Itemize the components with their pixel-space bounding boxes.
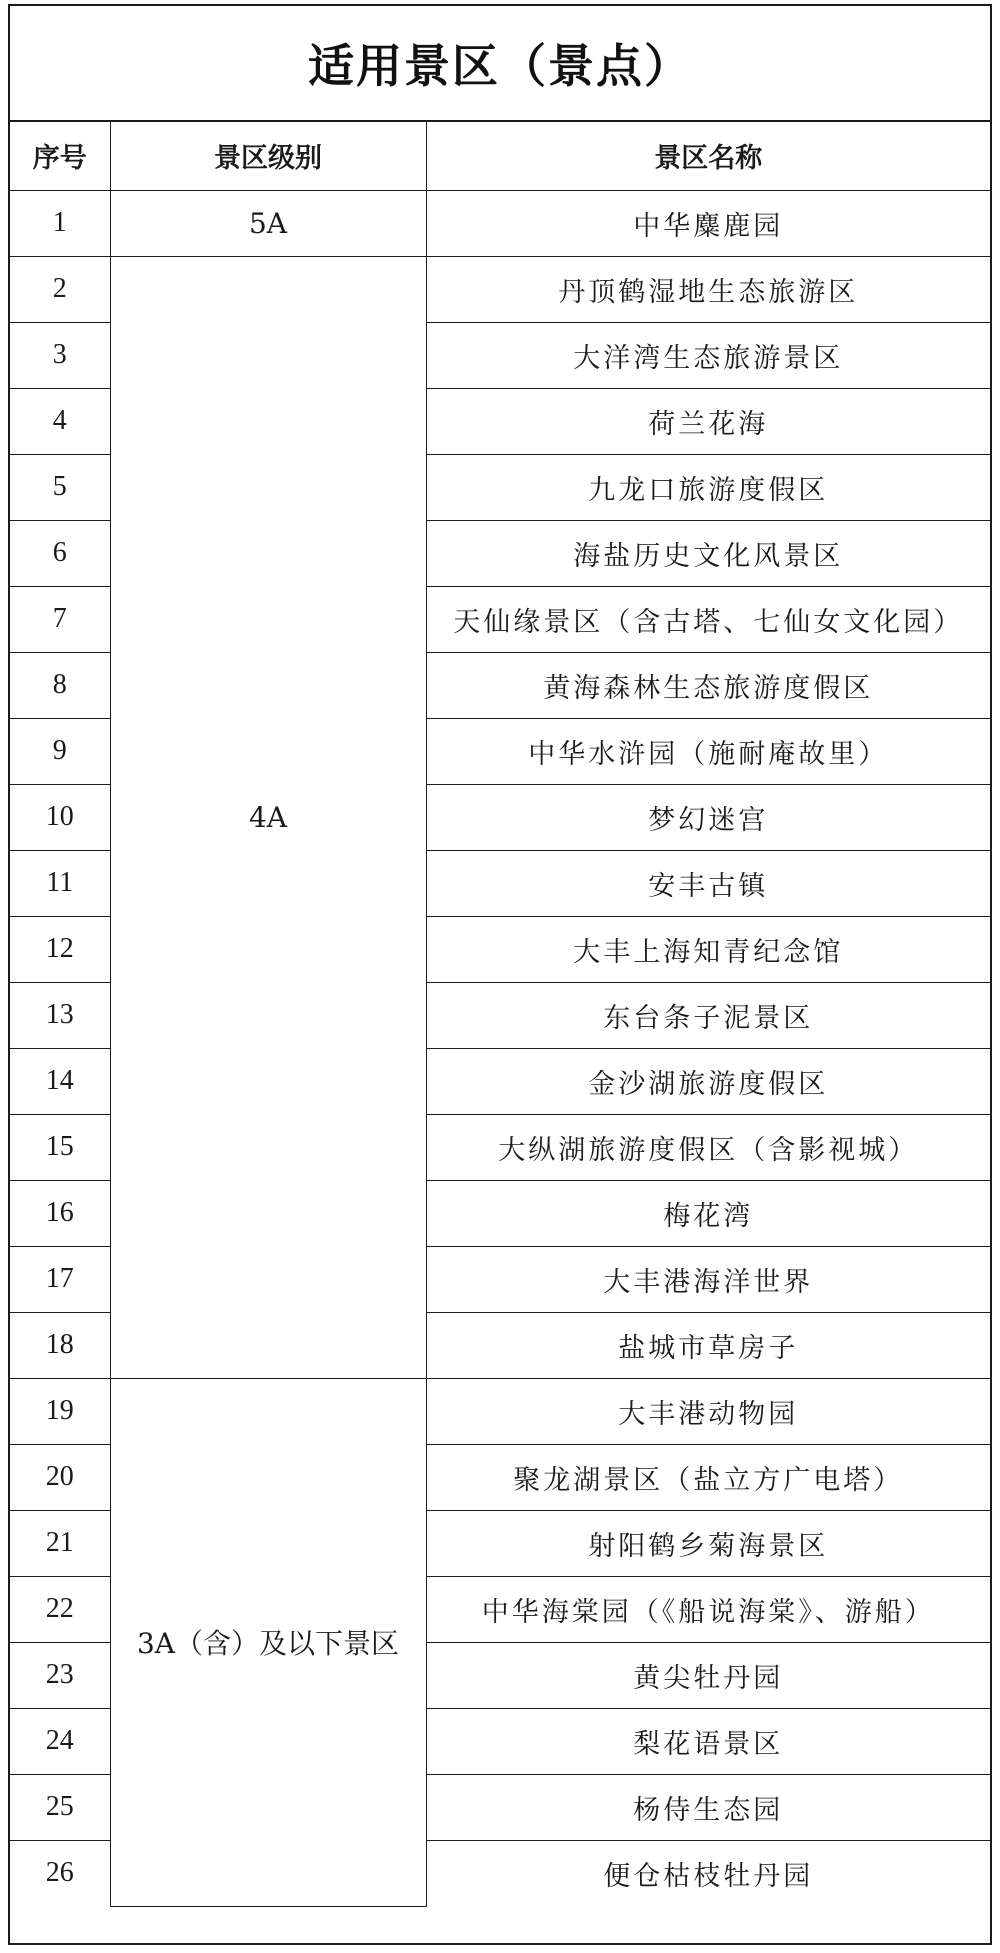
row-seq: 10 (10, 784, 110, 850)
table-row (10, 190, 990, 256)
level-3a-cell: 3A（含）及以下景区 (110, 1378, 426, 1906)
row-name: 梦幻迷宫 (426, 784, 990, 850)
table-row (10, 1378, 990, 1444)
row-name: 东台条子泥景区 (426, 982, 990, 1048)
row-name: 黄海森林生态旅游度假区 (426, 652, 990, 718)
row-name: 梨花语景区 (426, 1708, 990, 1774)
scenic-spots-table-sheet (8, 4, 992, 1945)
row-name: 射阳鹤乡菊海景区 (426, 1510, 990, 1576)
row-seq: 13 (10, 982, 110, 1048)
row-name: 大丰港动物园 (426, 1378, 990, 1444)
row-seq: 8 (10, 652, 110, 718)
row-seq: 26 (10, 1840, 110, 1906)
scenic-spots-table (10, 122, 990, 1907)
row-name: 聚龙湖景区（盐立方广电塔） (426, 1444, 990, 1510)
row-name: 便仓枯枝牡丹园 (426, 1840, 990, 1906)
header-name: 景区名称 (426, 122, 990, 190)
row-seq: 14 (10, 1048, 110, 1114)
table-header-row (10, 122, 990, 190)
row-name: 大丰港海洋世界 (426, 1246, 990, 1312)
row-name: 安丰古镇 (426, 850, 990, 916)
row-seq: 19 (10, 1378, 110, 1444)
row-seq: 25 (10, 1774, 110, 1840)
header-level: 景区级别 (110, 122, 426, 190)
row-seq: 4 (10, 388, 110, 454)
row-name: 海盐历史文化风景区 (426, 520, 990, 586)
row-name: 大纵湖旅游度假区（含影视城） (426, 1114, 990, 1180)
row-name: 黄尖牡丹园 (426, 1642, 990, 1708)
row-seq: 18 (10, 1312, 110, 1378)
row-seq: 23 (10, 1642, 110, 1708)
row-name: 杨侍生态园 (426, 1774, 990, 1840)
row-seq: 2 (10, 256, 110, 322)
row-seq: 20 (10, 1444, 110, 1510)
row-seq: 21 (10, 1510, 110, 1576)
page-title: 适用景区（景点） (10, 6, 990, 122)
row-name: 大丰上海知青纪念馆 (426, 916, 990, 982)
row-seq: 24 (10, 1708, 110, 1774)
row-seq: 6 (10, 520, 110, 586)
row-name: 九龙口旅游度假区 (426, 454, 990, 520)
row-seq: 5 (10, 454, 110, 520)
row-seq: 3 (10, 322, 110, 388)
row-name: 大洋湾生态旅游景区 (426, 322, 990, 388)
row-name: 天仙缘景区（含古塔、七仙女文化园） (426, 586, 990, 652)
row-seq: 9 (10, 718, 110, 784)
row-seq: 17 (10, 1246, 110, 1312)
row-seq: 7 (10, 586, 110, 652)
row-name: 梅花湾 (426, 1180, 990, 1246)
level-5a-cell: 5A (110, 190, 426, 256)
level-4a-cell: 4A (110, 256, 426, 1378)
row-name: 金沙湖旅游度假区 (426, 1048, 990, 1114)
row-seq: 16 (10, 1180, 110, 1246)
row-name: 丹顶鹤湿地生态旅游区 (426, 256, 990, 322)
row-seq: 12 (10, 916, 110, 982)
header-seq: 序号 (10, 122, 110, 190)
row-seq: 15 (10, 1114, 110, 1180)
row-seq: 1 (10, 190, 110, 256)
row-name: 中华海棠园（《船说海棠》、游船） (426, 1576, 990, 1642)
row-seq: 11 (10, 850, 110, 916)
table-row (10, 256, 990, 322)
row-name: 盐城市草房子 (426, 1312, 990, 1378)
row-name: 中华麋鹿园 (426, 190, 990, 256)
row-name: 中华水浒园（施耐庵故里） (426, 718, 990, 784)
row-seq: 22 (10, 1576, 110, 1642)
row-name: 荷兰花海 (426, 388, 990, 454)
